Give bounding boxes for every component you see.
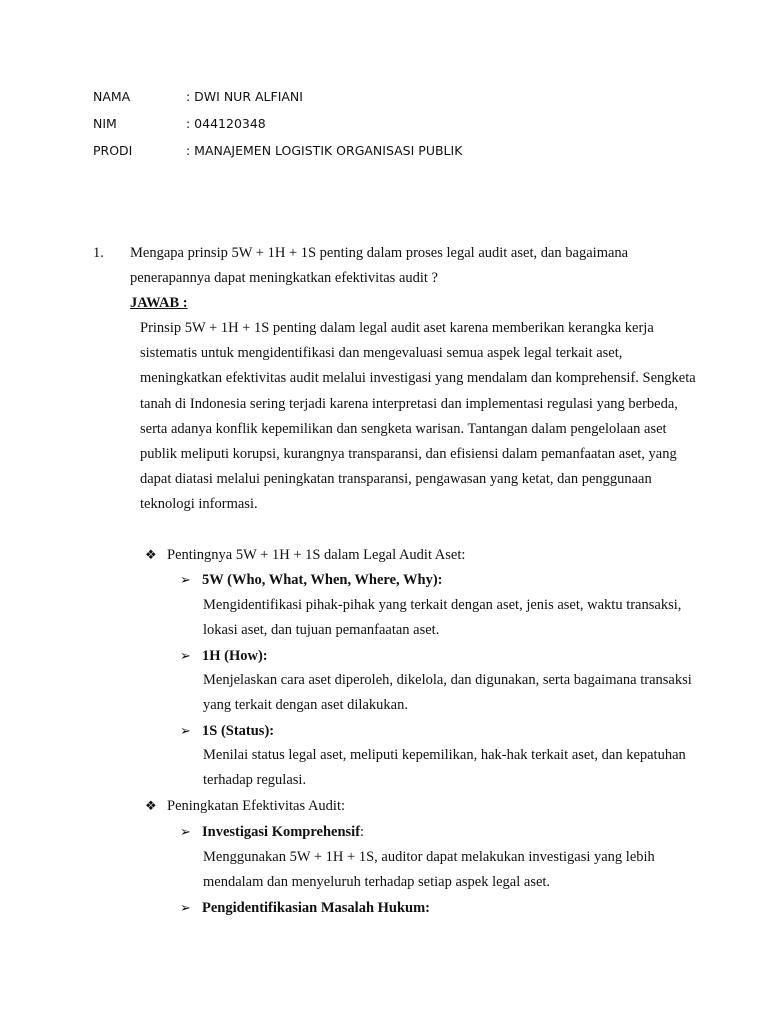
answer-paragraph: Prinsip 5W + 1H + 1S penting dalam legal audit aset karena memberikan kerangka kerja sistematis untuk mengidentifikasi dan mengevaluasi semua aspek legal terkait aset, meningkatkan efektivitas audit melalui investigasi yang mendalam dan komprehensif. Sengketa tanah di Indonesia sering terjadi karena interpretasi dan implementasi regulasi yang berbeda, serta adanya konflik kepemilikan dan sengketa warisan. Tantangan dalam pengelolaan aset publik meliputi korupsi, kurangnya transparansi, dan efisiensi dalam pemanfaatan aset, yang dapat diatasi melalui peningkatan transparansi, pengawasan yang ketat, dan penggunaan teknologi informasi. (140, 320, 696, 513)
arrow-bullet-icon: ➢ (180, 573, 191, 588)
section1-item-1h (180, 644, 268, 669)
answer-heading: JAWAB : (130, 295, 188, 311)
diamond-bullet-icon: ❖ (145, 799, 157, 814)
arrow-bullet-icon: ➢ (180, 724, 191, 739)
section2-title-line (145, 794, 345, 819)
section1-item-5w (180, 568, 443, 593)
identity-label: NIM (93, 116, 117, 131)
arrow-bullet-icon: ➢ (180, 901, 191, 916)
identity-value: : 044120348 (186, 116, 266, 131)
identity-value: : DWI NUR ALFIANI (186, 89, 303, 104)
item-heading: Investigasi Komprehensif (202, 824, 361, 840)
item-description: Menggunakan 5W + 1H + 1S, auditor dapat melakukan investigasi yang lebih mendalam dan menyeluruh terhadap setiap aspek legal aset. (203, 849, 655, 891)
section1-item-1s (180, 719, 274, 744)
item-heading: 5W (Who, What, When, Where, Why): (202, 572, 443, 588)
item-heading: 1H (How): (202, 648, 268, 664)
section1-title-line (145, 543, 465, 568)
item-description: Menilai status legal aset, meliputi kepemilikan, hak-hak terkait aset, dan kepatuhan terhadap regulasi. (203, 747, 686, 789)
section2-item-masalah-hukum (180, 896, 430, 921)
section2-title: Peningkatan Efektivitas Audit: (167, 798, 346, 814)
question-text: Mengapa prinsip 5W + 1H + 1S penting dalam proses legal audit aset, dan bagaimana penerapannya dapat meningkatkan efektivitas audit ? (130, 245, 629, 287)
item-description: Menjelaskan cara aset diperoleh, dikelola, dan digunakan, serta bagaimana transaksi yang terkait dengan aset dilakukan. (203, 672, 692, 714)
diamond-bullet-icon: ❖ (145, 548, 157, 563)
item-description: Mengidentifikasi pihak-pihak yang terkait dengan aset, jenis aset, waktu transaksi, lokasi aset, dan tujuan pemanfaatan aset. (203, 597, 682, 639)
question-number: 1. (93, 245, 104, 261)
identity-label: NAMA (93, 89, 131, 104)
section1-title: Pentingnya 5W + 1H + 1S dalam Legal Audit Aset: (167, 547, 466, 563)
item-heading: Pengidentifikasian Masalah Hukum: (202, 900, 431, 916)
arrow-bullet-icon: ➢ (180, 825, 191, 840)
item-heading-suffix: : (360, 824, 365, 840)
identity-value: : MANAJEMEN LOGISTIK ORGANISASI PUBLIK (186, 143, 463, 158)
section2-item-investigasi (180, 820, 364, 845)
item-heading: 1S (Status): (202, 723, 275, 739)
arrow-bullet-icon: ➢ (180, 649, 191, 664)
identity-label: PRODI (93, 143, 133, 158)
